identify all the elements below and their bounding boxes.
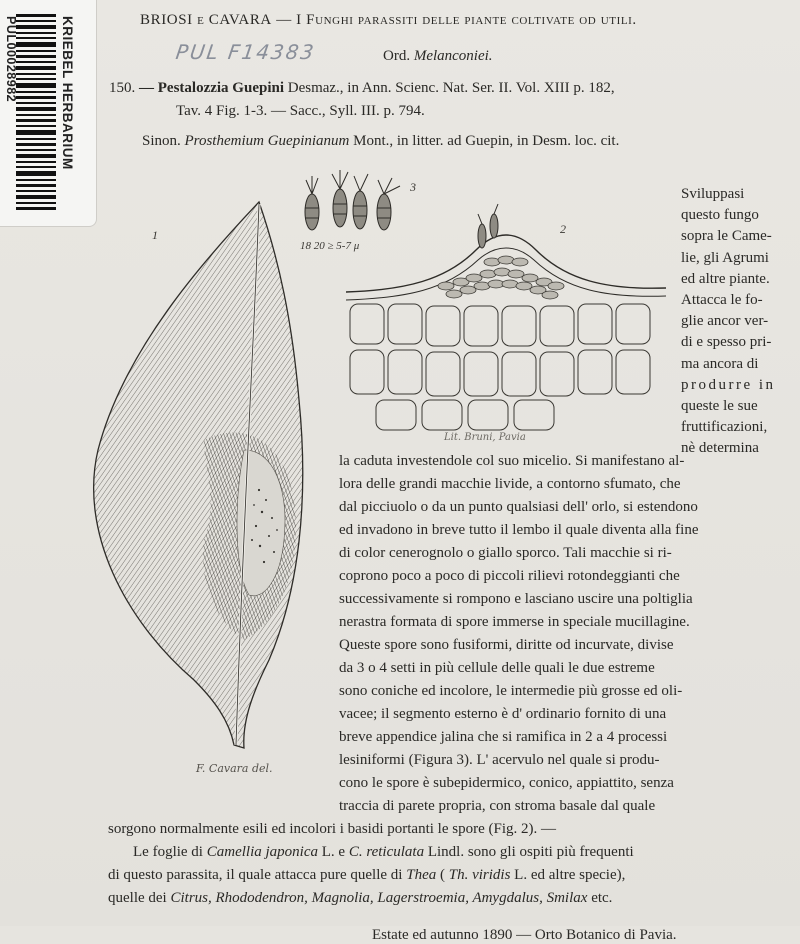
entry-number: 150. <box>109 80 136 96</box>
side-line-2: questo fungo <box>681 207 759 223</box>
figure-2-number: 2 <box>560 222 566 236</box>
body-line-14: lesiniformi (Figura 3). L' acervulo nel quale si produ- <box>339 752 660 768</box>
body-line-10: da 3 o 4 setti in più cellule delle quali le due estreme <box>339 660 655 676</box>
hosts-2-e: L. ed altre specie), <box>514 867 626 883</box>
barcode-icon <box>16 14 56 214</box>
barcode-text: PUL00028982 <box>4 16 18 103</box>
synonym-prefix: Sinon. <box>142 133 181 149</box>
hosts-3-a: quelle dei <box>108 890 167 906</box>
body-line-5: di color cenerognolo o giallo sporco. Tali macchie si ri- <box>339 545 672 561</box>
page-header <box>140 12 637 29</box>
hosts-3-b: Citrus, Rhododendron, Magnolia, Lagerstroemia, Amygdalus, Smilax <box>170 890 588 906</box>
side-line-6: Attacca le fo- <box>681 292 763 308</box>
synonym-line <box>142 133 619 150</box>
leaf-illustration <box>84 200 324 760</box>
side-line-8: di e spesso pri- <box>681 334 772 350</box>
body-line-4: ed invadono in breve tutto il lembo il quale diventa alla fine <box>339 522 699 538</box>
side-line-3: sopra le Came- <box>681 228 772 244</box>
order-line <box>383 48 493 65</box>
body-line-16: traccia di parete propria, con stroma basale dal quale <box>339 798 656 814</box>
hosts-2-a: di questo parassita, il quale attacca pure quelle di <box>108 867 403 883</box>
body-line-13: breve appendice jalina che si ramifica in 2 a 4 processi <box>339 729 668 745</box>
synonym-name: Prosthemium Guepinianum <box>184 133 350 149</box>
body-line-15: cono le spore è subepidermico, conico, appiattito, senza <box>339 775 674 791</box>
side-line-10: produrre in <box>681 377 776 393</box>
hosts-1-a: Le foglie di <box>133 844 203 860</box>
hosts-1-d: C. reticulata <box>348 844 425 860</box>
order-prefix: Ord. <box>383 48 411 64</box>
collection-line <box>372 927 677 944</box>
hosts-line-3 <box>108 890 612 907</box>
body-line-8: nerastra formata di spore immerse in speciale mucillagine. <box>339 614 690 630</box>
figure-3-number: 3 <box>410 180 416 194</box>
header-authors: BRIOSI e CAVARA <box>140 12 272 28</box>
citation-2: Tav. 4 Fig. 1-3. — Sacc., Syll. III. p. 794. <box>176 103 425 119</box>
side-line-9: ma ancora di <box>681 356 759 372</box>
body-line-11: sono coniche ed incolore, le intermedie più grosse ed oli- <box>339 683 683 699</box>
figure-1-number: 1 <box>152 228 158 242</box>
hosts-2-d: Th. viridis <box>448 867 511 883</box>
side-line-4: lie, gli Agrumi <box>681 250 769 266</box>
acervulus-illustration <box>346 200 666 440</box>
side-line-12: fruttificazioni, <box>681 419 768 435</box>
hosts-2-b: Thea <box>406 867 437 883</box>
body-line-9: Queste spore sono fusiformi, diritte od incurvate, divise <box>339 637 674 653</box>
hosts-line-2 <box>108 867 625 884</box>
header-title: — I Funghi parassiti delle piante coltivate od utili. <box>276 12 637 28</box>
side-line-13: nè determina <box>681 440 759 456</box>
hosts-1-b: Camellia japonica <box>206 844 318 860</box>
hosts-2-c: ( <box>439 867 445 883</box>
side-line-11: queste le sue <box>681 398 758 414</box>
body-line-12: vacee; il segmento esterno è d' ordinario fornito di una <box>339 706 667 722</box>
epidermis-cells <box>350 304 650 430</box>
hosts-1-e: Lindl. sono gli ospiti più frequenti <box>427 844 634 860</box>
synonym-rest: Mont., in litter. ad Guepin, in Desm. loc. cit. <box>353 133 620 149</box>
body-line-7: successivamente si rompono e lasciano uscire una poltiglia <box>339 591 693 607</box>
hosts-line-1 <box>133 844 634 861</box>
entry-line-1 <box>109 80 615 97</box>
side-line-7: glie ancor ver- <box>681 313 769 329</box>
collection-text: Estate ed autunno 1890 — Orto Botanico di Pavia. <box>372 926 677 943</box>
order-name: Melanconiei. <box>413 48 493 64</box>
hosts-1-c: L. e <box>321 844 346 860</box>
barcode-label <box>0 0 97 227</box>
citation-1: Desmaz., in Ann. Scienc. Nat. Ser. II. Vol. XIII p. 182, <box>287 80 615 96</box>
full-line-1: sorgono normalmente esili ed incolori i basidi portanti le spore (Fig. 2). — <box>108 821 556 837</box>
body-line-1: la caduta investendole col suo micelio. Si manifestano al- <box>339 453 685 469</box>
lithographer-credit: Lit. Bruni, Pavia <box>444 432 526 443</box>
hosts-3-c: etc. <box>591 890 613 906</box>
body-line-3: dal picciuolo o da un punto qualsiasi dell' orlo, si estendono <box>339 499 698 515</box>
side-line-5: ed altre piante. <box>681 271 770 287</box>
side-line-1: Sviluppasi <box>681 186 745 202</box>
herbarium-name: KRIEBEL HERBARIUM <box>60 16 75 170</box>
illustrator-credit: F. Cavara del. <box>196 762 273 775</box>
species-name: — Pestalozzia Guepini <box>139 80 284 96</box>
body-line-2: lora delle grandi macchie livide, a contorno sfumato, che <box>339 476 681 492</box>
body-line-6: coprono poco a poco di piccoli rilievi rotondeggianti che <box>339 568 680 584</box>
spore-scale: 18 20 ≥ 5-7 μ <box>300 240 360 252</box>
handwritten-accession: PUL F14383 <box>174 40 318 64</box>
spore-mass <box>438 256 564 299</box>
